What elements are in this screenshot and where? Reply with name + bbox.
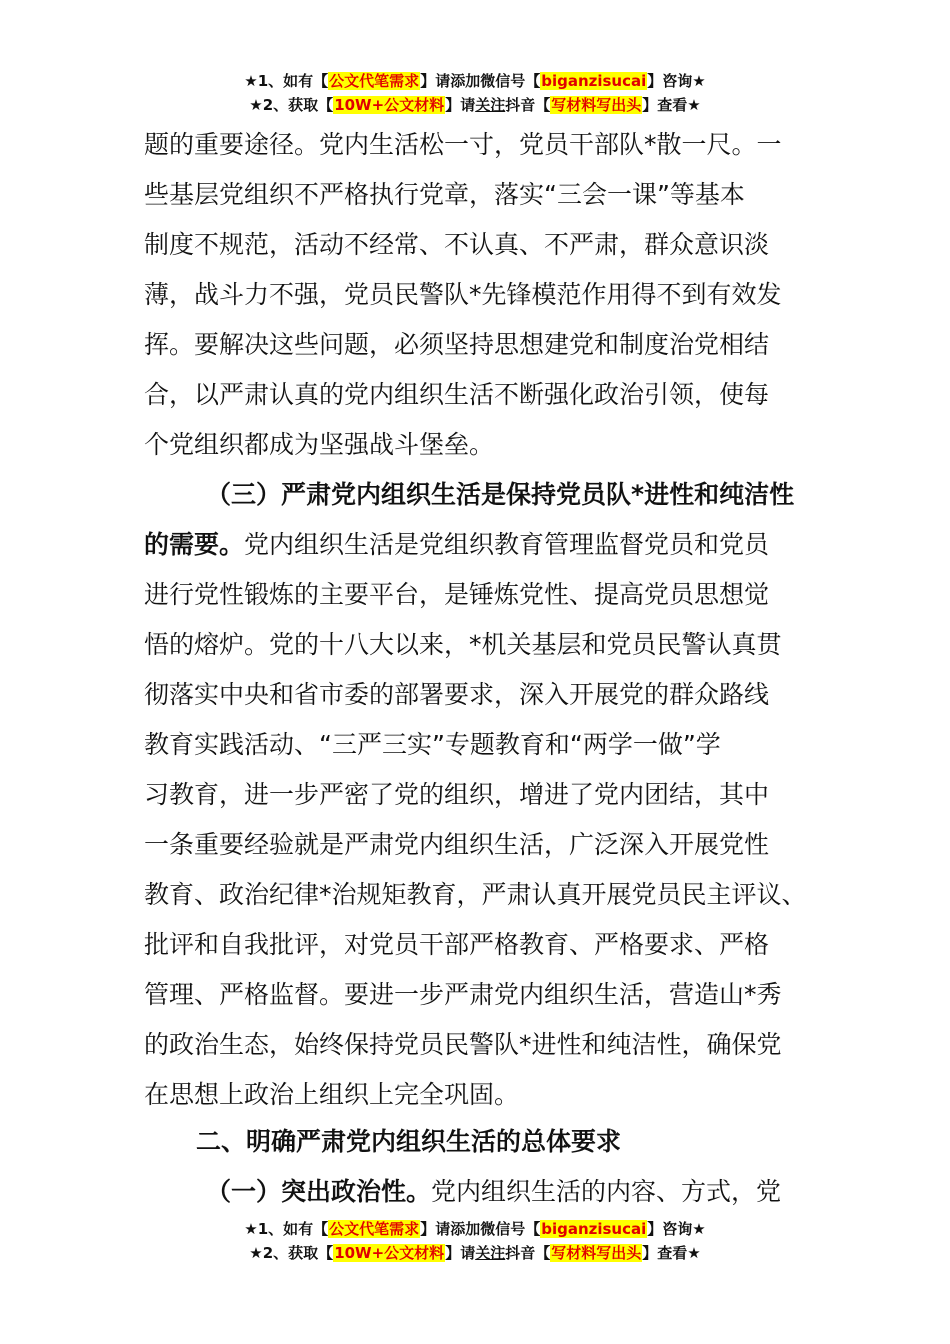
subsection-heading: （一）突出政治性。: [206, 1177, 432, 1206]
header-notice-line-2: ★2、获取【10W+公文材料】请关注抖音【写材料写出头】查看★: [249, 96, 701, 114]
paragraph-line: 悟的熔炉。党的十八大以来，*机关基层和党员民警认真贯: [144, 630, 782, 659]
paragraph-line: 题的重要途径。党内生活松一寸，党员干部队*散一尺。一: [144, 130, 782, 159]
paragraph-line: 个党组织都成为坚强战斗堡垒。: [144, 430, 495, 459]
highlight-douyin-name: 写材料写出头: [551, 96, 642, 114]
paragraph-line: 些基层党组织不严格执行党章，落实“三会一课”等基本: [144, 180, 745, 209]
paragraph-line: 教育实践活动、“三严三实”专题教育和“两学一做”学: [144, 730, 721, 759]
highlight-materials: 10W+公文材料: [334, 1244, 445, 1262]
paragraph-line: 彻落实中央和省市委的部署要求，深入开展党的群众路线: [144, 680, 770, 709]
paragraph-line: 制度不规范，活动不经常、不认真、不严肃，群众意识淡: [144, 230, 770, 259]
highlight-service: 公文代笔需求: [329, 72, 420, 90]
paragraph-line: 的政治生态，始终保持党员民警队*进性和纯洁性，确保党: [144, 1030, 782, 1059]
highlight-materials: 10W+公文材料: [334, 96, 445, 114]
document-body: [144, 120, 824, 470]
paragraph-line: 教育、政治纪律*治规矩教育，严肃认真开展党员民主评议、: [144, 880, 807, 909]
paragraph-line: 挥。要解决这些问题，必须坚持思想建党和制度治党相结: [144, 330, 770, 359]
paragraph-line: 管理、严格监督。要进一步严肃党内组织生活，营造山*秀: [144, 980, 782, 1009]
paragraph-line: 在思想上政治上组织上完全巩固。: [144, 1080, 520, 1109]
underlined-follow: 关注: [475, 96, 506, 114]
highlight-wechat-id: biganzisucai: [541, 72, 647, 90]
section-heading-end: 的需要。: [144, 530, 245, 559]
paragraph-line: 薄，战斗力不强，党员民警队*先锋模范作用得不到有效发: [144, 280, 782, 309]
paragraph-line: 一条重要经验就是严肃党内组织生活，广泛深入开展党性: [144, 830, 770, 859]
paragraph-line: 批评和自我批评，对党员干部严格教育、严格要求、严格: [144, 930, 770, 959]
section-3: [144, 470, 824, 1120]
footer-notice-line-2: ★2、获取【10W+公文材料】请关注抖音【写材料写出头】查看★: [249, 1244, 701, 1262]
highlight-douyin-name: 写材料写出头: [551, 1244, 642, 1262]
paragraph-line: 习教育，进一步严密了党的组织，增进了党内团结，其中: [144, 780, 770, 809]
paragraph-line: 的需要。党内组织生活是党组织教育管理监督党员和党员: [144, 530, 770, 559]
footer-notice-line-1: ★1、如有【公文代笔需求】请添加微信号【biganzisucai】咨询★: [244, 1220, 706, 1238]
paragraph-line: （一）突出政治性。党内组织生活的内容、方式，党: [206, 1177, 782, 1206]
paragraph-line: 合，以严肃认真的党内组织生活不断强化政治引领，使每: [144, 380, 770, 409]
underlined-follow: 关注: [475, 1244, 506, 1262]
paragraph-line: 进行党性锻炼的主要平台，是锤炼党性、提高党员思想觉: [144, 580, 770, 609]
header-notice-line-1: ★1、如有【公文代笔需求】请添加微信号【biganzisucai】咨询★: [244, 72, 706, 90]
highlight-wechat-id: biganzisucai: [541, 1220, 647, 1238]
part-heading: 二、明确严肃党内组织生活的总体要求: [196, 1127, 622, 1156]
section-heading: （三）严肃党内组织生活是保持党员队*进性和纯洁性: [206, 480, 795, 509]
part-2: [144, 1117, 824, 1217]
highlight-service: 公文代笔需求: [329, 1220, 420, 1238]
